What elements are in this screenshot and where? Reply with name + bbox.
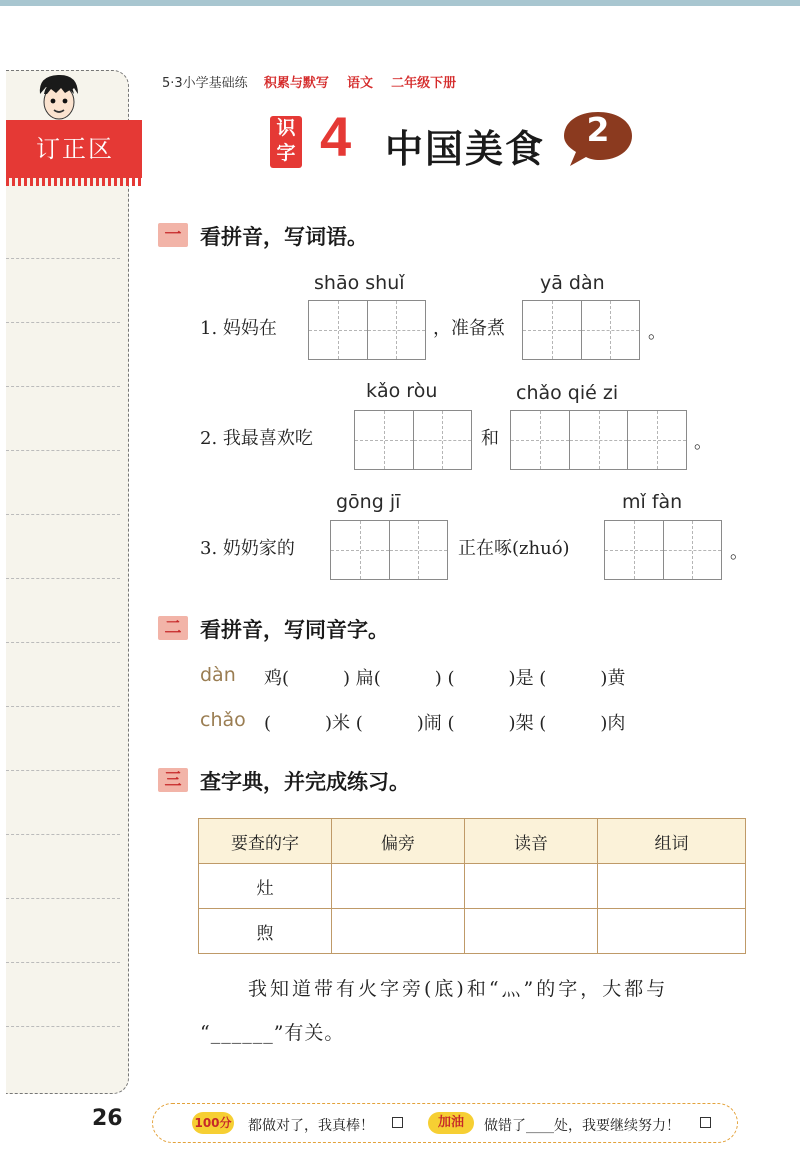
pinyin-label: dàn	[200, 664, 236, 686]
question-text: 正在啄(zhuó)	[458, 538, 570, 559]
writing-cell[interactable]	[309, 301, 368, 359]
writing-cell[interactable]	[628, 411, 686, 469]
table-header-cell: 偏旁	[332, 819, 465, 864]
table-cell-answer[interactable]	[465, 909, 598, 954]
writing-cell[interactable]	[523, 301, 582, 359]
grade-name: 二年级下册	[391, 76, 457, 91]
writing-grid[interactable]	[330, 520, 448, 580]
writing-grid[interactable]	[354, 410, 472, 470]
homophone-row[interactable]: 鸡( ) 扁( ) ( )是 ( )黄	[264, 668, 626, 689]
section-2-title: 看拼音，写同音字。	[200, 618, 389, 642]
writing-cell[interactable]	[605, 521, 664, 579]
table-row	[199, 864, 746, 909]
correction-tab-dots	[6, 178, 142, 186]
correction-line	[6, 898, 120, 899]
self-eval-text-correct: 都做对了，我真棒！	[248, 1118, 374, 1134]
pinyin-label: mǐ fàn	[622, 491, 683, 513]
correction-line	[6, 578, 120, 579]
question-text: 。	[730, 542, 748, 563]
writing-cell[interactable]	[414, 411, 472, 469]
self-eval-text-mistakes: 做错了____处，我要继续努力！	[484, 1118, 680, 1134]
correction-line	[6, 962, 120, 963]
correction-label: 订正区	[6, 120, 142, 178]
writing-grid[interactable]	[604, 520, 722, 580]
full-score-badge: 100分	[192, 1112, 234, 1134]
correction-line	[6, 642, 120, 643]
table-cell-char: 灶	[199, 864, 332, 909]
table-header-row	[199, 819, 746, 864]
pinyin-label: shāo shuǐ	[314, 272, 405, 294]
question-text: 。	[648, 322, 666, 343]
pinyin-label: chǎo	[200, 709, 246, 731]
lesson-part-number: 2	[586, 110, 610, 149]
book-name: 积累与默写	[263, 76, 329, 91]
subject-name: 语文	[346, 76, 373, 91]
correction-line	[6, 514, 120, 515]
table-header-cell: 读音	[465, 819, 598, 864]
correction-line	[6, 706, 120, 707]
top-decoration-strip	[0, 0, 800, 6]
question-text: 和	[481, 428, 499, 449]
checkbox-mistakes[interactable]	[700, 1117, 711, 1128]
lesson-number: 4	[320, 105, 352, 168]
lesson-tag: 识字	[270, 116, 302, 168]
correction-line	[6, 258, 120, 259]
section-2-badge: 二	[158, 616, 188, 640]
pinyin-label: yā dàn	[540, 272, 605, 294]
lesson-title: 中国美食	[385, 127, 546, 171]
page-number: 26	[92, 1106, 123, 1131]
table-cell-answer[interactable]	[598, 864, 746, 909]
table-cell-answer[interactable]	[465, 864, 598, 909]
writing-cell[interactable]	[664, 521, 722, 579]
keep-going-badge: 加油	[428, 1112, 474, 1134]
writing-cell[interactable]	[368, 301, 426, 359]
correction-line	[6, 322, 120, 323]
dictionary-table	[198, 818, 746, 954]
section-3-title: 查字典，并完成练习。	[200, 770, 410, 794]
section-1-title: 看拼音，写词语。	[200, 225, 368, 249]
correction-line	[6, 450, 120, 451]
writing-cell[interactable]	[582, 301, 640, 359]
book-header	[162, 72, 470, 91]
question-text: 2. 我最喜欢吃	[200, 428, 313, 449]
correction-line	[6, 1026, 120, 1027]
question-text: ，准备煮	[433, 318, 505, 339]
writing-cell[interactable]	[331, 521, 390, 579]
writing-cell[interactable]	[570, 411, 629, 469]
writing-grid[interactable]	[308, 300, 426, 360]
table-cell-answer[interactable]	[332, 909, 465, 954]
correction-line	[6, 834, 120, 835]
writing-cell[interactable]	[390, 521, 448, 579]
pinyin-label: gōng jī	[336, 491, 401, 513]
writing-grid[interactable]	[522, 300, 640, 360]
correction-area	[6, 70, 129, 1094]
correction-line	[6, 386, 120, 387]
question-text: 。	[694, 432, 712, 453]
question-text: 3. 奶奶家的	[200, 538, 295, 559]
table-header-cell: 组词	[598, 819, 746, 864]
note-line-1: 我知道带有火字旁(底)和“灬”的字，大都与	[248, 978, 669, 1000]
writing-grid[interactable]	[510, 410, 687, 470]
homophone-row[interactable]: ( )米 ( )闹 ( )架 ( )肉	[264, 713, 626, 734]
table-header-cell: 要查的字	[199, 819, 332, 864]
correction-line	[6, 770, 120, 771]
boy-mascot-icon	[34, 72, 84, 124]
writing-cell[interactable]	[355, 411, 414, 469]
checkbox-all-correct[interactable]	[392, 1117, 403, 1128]
table-cell-answer[interactable]	[598, 909, 746, 954]
table-cell-char: 煦	[199, 909, 332, 954]
question-text: 1. 妈妈在	[200, 318, 277, 339]
section-1-badge: 一	[158, 223, 188, 247]
writing-cell[interactable]	[511, 411, 570, 469]
series-name: 5·3小学基础练	[162, 76, 248, 91]
table-row	[199, 909, 746, 954]
table-cell-answer[interactable]	[332, 864, 465, 909]
note-line-2[interactable]: “______”有关。	[200, 1022, 345, 1044]
pinyin-label: kǎo ròu	[366, 380, 438, 402]
pinyin-label: chǎo qié zi	[516, 382, 619, 404]
section-3-badge: 三	[158, 768, 188, 792]
